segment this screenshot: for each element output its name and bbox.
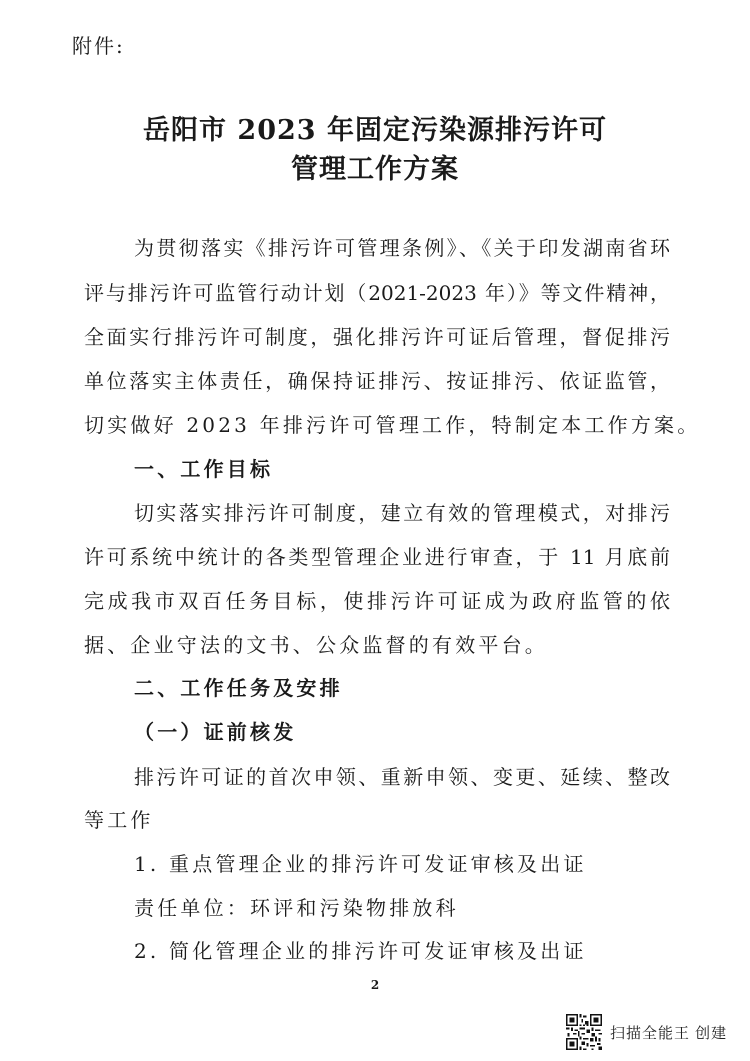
qr-code-icon	[566, 1014, 602, 1050]
section-1-line-2: 许可系统中统计的各类型管理企业进行审查，于 11 月底前	[84, 545, 670, 569]
task-item-2: 2. 简化管理企业的排污许可发证审核及出证	[134, 939, 587, 963]
task-item-1: 1. 重点管理企业的排污许可发证审核及出证	[134, 852, 587, 876]
section-2-heading: 二、工作任务及安排	[134, 676, 343, 700]
watermark-text: 扫描全能王 创建	[610, 1024, 728, 1042]
intro-line-3: 全面实行排污许可制度，强化排污许可证后管理，督促排污	[84, 325, 670, 349]
subsection-1-heading: （一）证前核发	[134, 720, 297, 744]
intro-line-1: 为贯彻落实《排污许可管理条例》、《关于印发湖南省环	[134, 236, 670, 260]
intro-line-2: 评与排污许可监管行动计划（2021-2023 年）》等文件精神，	[84, 281, 670, 305]
section-1-line-1: 切实落实排污许可制度，建立有效的管理模式，对排污	[134, 501, 670, 525]
section-1-line-4: 据、企业守法的文书、公众监督的有效平台。	[84, 633, 548, 657]
task-item-1-responsible: 责任单位：环评和污染物排放科	[134, 896, 459, 920]
document-title-line-2: 管理工作方案	[291, 154, 459, 185]
section-1-line-3: 完成我市双百任务目标，使排污许可证成为政府监管的依	[84, 589, 670, 613]
intro-line-5: 切实做好 2023 年排污许可管理工作，特制定本工作方案。	[84, 413, 701, 437]
subsection-1-line-1: 排污许可证的首次申领、重新申领、变更、延续、整改	[134, 765, 670, 789]
attachment-label: 附件:	[72, 34, 125, 58]
subsection-1-line-2: 等工作	[84, 808, 154, 832]
document-title-line-1: 岳阳市 2023 年固定污染源排污许可	[143, 115, 607, 146]
page-number: 2	[370, 978, 380, 992]
intro-line-4: 单位落实主体责任，确保持证排污、按证排污、依证监管，	[84, 369, 670, 393]
scanner-watermark	[566, 1014, 727, 1050]
section-1-heading: 一、工作目标	[134, 457, 274, 481]
